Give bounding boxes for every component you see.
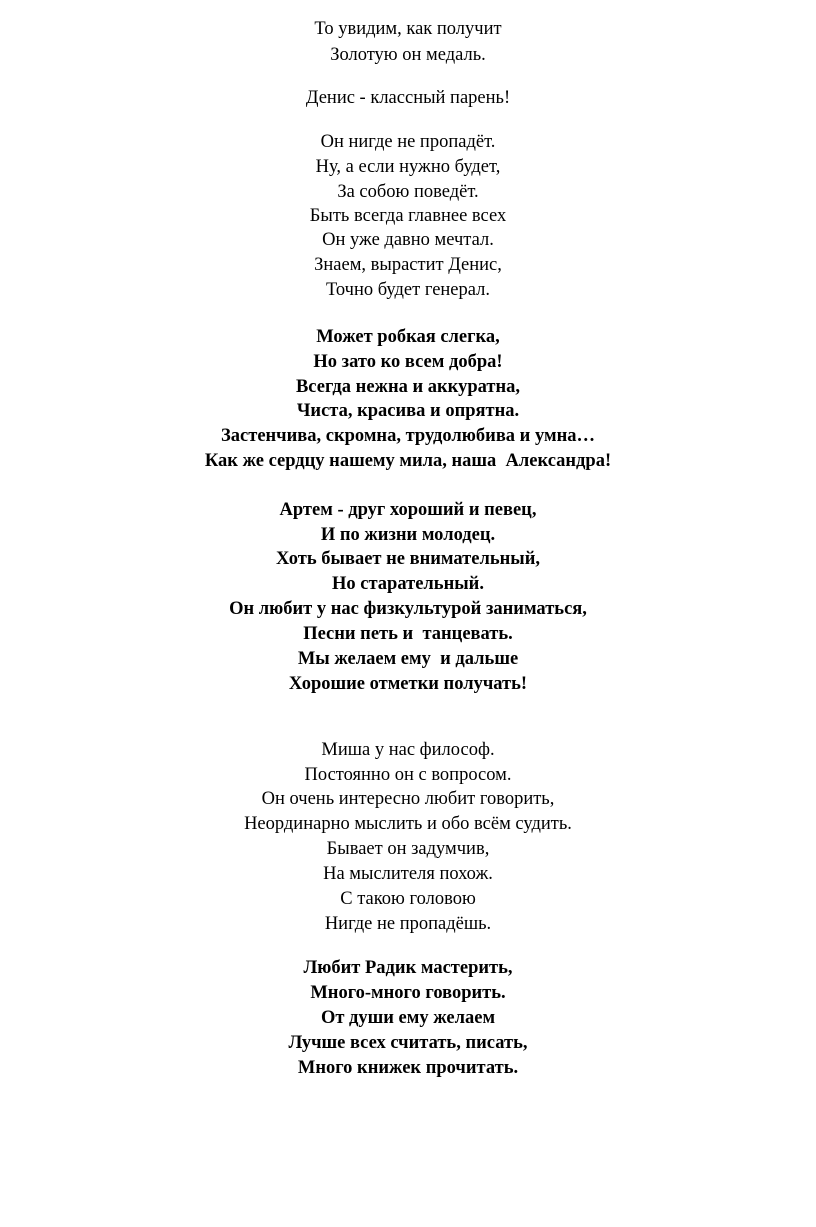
poem-line: Хорошие отметки получать! <box>288 674 528 694</box>
poem-line: Миша у нас философ. <box>321 740 495 760</box>
poem-line: Он уже давно мечтал. <box>322 230 494 250</box>
poem-line: Неординарно мыслить и обо всём судить. <box>244 814 572 834</box>
poem-line: Но старательный. <box>332 574 484 594</box>
poem-line: Но зато ко всем добра! <box>313 352 503 372</box>
poem-line: Много-много говорить. <box>310 983 506 1003</box>
poem-line: С такою головою <box>340 889 476 909</box>
poem-line: Любит Радик мастерить, <box>303 958 513 978</box>
poem-line: Хоть бывает не внимательный, <box>275 549 541 569</box>
poem-line: На мыслителя похож. <box>323 864 493 884</box>
poem-line: Артем - друг хороший и певец, <box>279 500 537 520</box>
poem-line: Постоянно он с вопросом. <box>304 765 512 785</box>
poem-line: Бывает он задумчив, <box>326 839 490 859</box>
poem-line: За собою поведёт. <box>337 182 479 202</box>
poem-line: И по жизни молодец. <box>320 525 496 545</box>
poem-line: Точно будет генерал. <box>325 280 491 300</box>
poem-line: Застенчива, скромна, трудолюбива и умна… <box>221 426 595 446</box>
poem-line: Много книжек прочитать. <box>297 1058 519 1078</box>
poem-line: Денис - классный парень! <box>305 88 511 108</box>
poem-line: От души ему желаем <box>320 1008 496 1028</box>
poem-line: Ну, а если нужно будет, <box>315 157 501 177</box>
poem-line: Мы желаем ему и дальше <box>297 649 519 669</box>
poem-line: Он любит у нас физкультурой заниматься, <box>229 599 587 619</box>
poem-line: Чиста, красива и опрятна. <box>296 401 520 421</box>
poem-line: Знаем, вырастит Денис, <box>314 255 502 275</box>
poem-line: Нигде не пропадёшь. <box>324 914 492 934</box>
poem-line: Быть всегда главнее всех <box>309 206 507 226</box>
poem-line: То увидим, как получит <box>314 19 502 39</box>
poem-line: Лучше всех считать, писать, <box>288 1033 528 1053</box>
poem-line: Песни петь и танцевать. <box>303 624 513 644</box>
poem-line: Может робкая слегка, <box>316 327 500 347</box>
poem-line: Он нигде не пропадёт. <box>320 132 496 152</box>
poem-line: Всегда нежна и аккуратна, <box>295 377 521 397</box>
poem-line: Как же сердцу нашему мила, наша Александра! <box>204 451 612 471</box>
poem-line: Он очень интересно любит говорить, <box>261 789 555 809</box>
poem-line: Золотую он медаль. <box>330 45 486 65</box>
